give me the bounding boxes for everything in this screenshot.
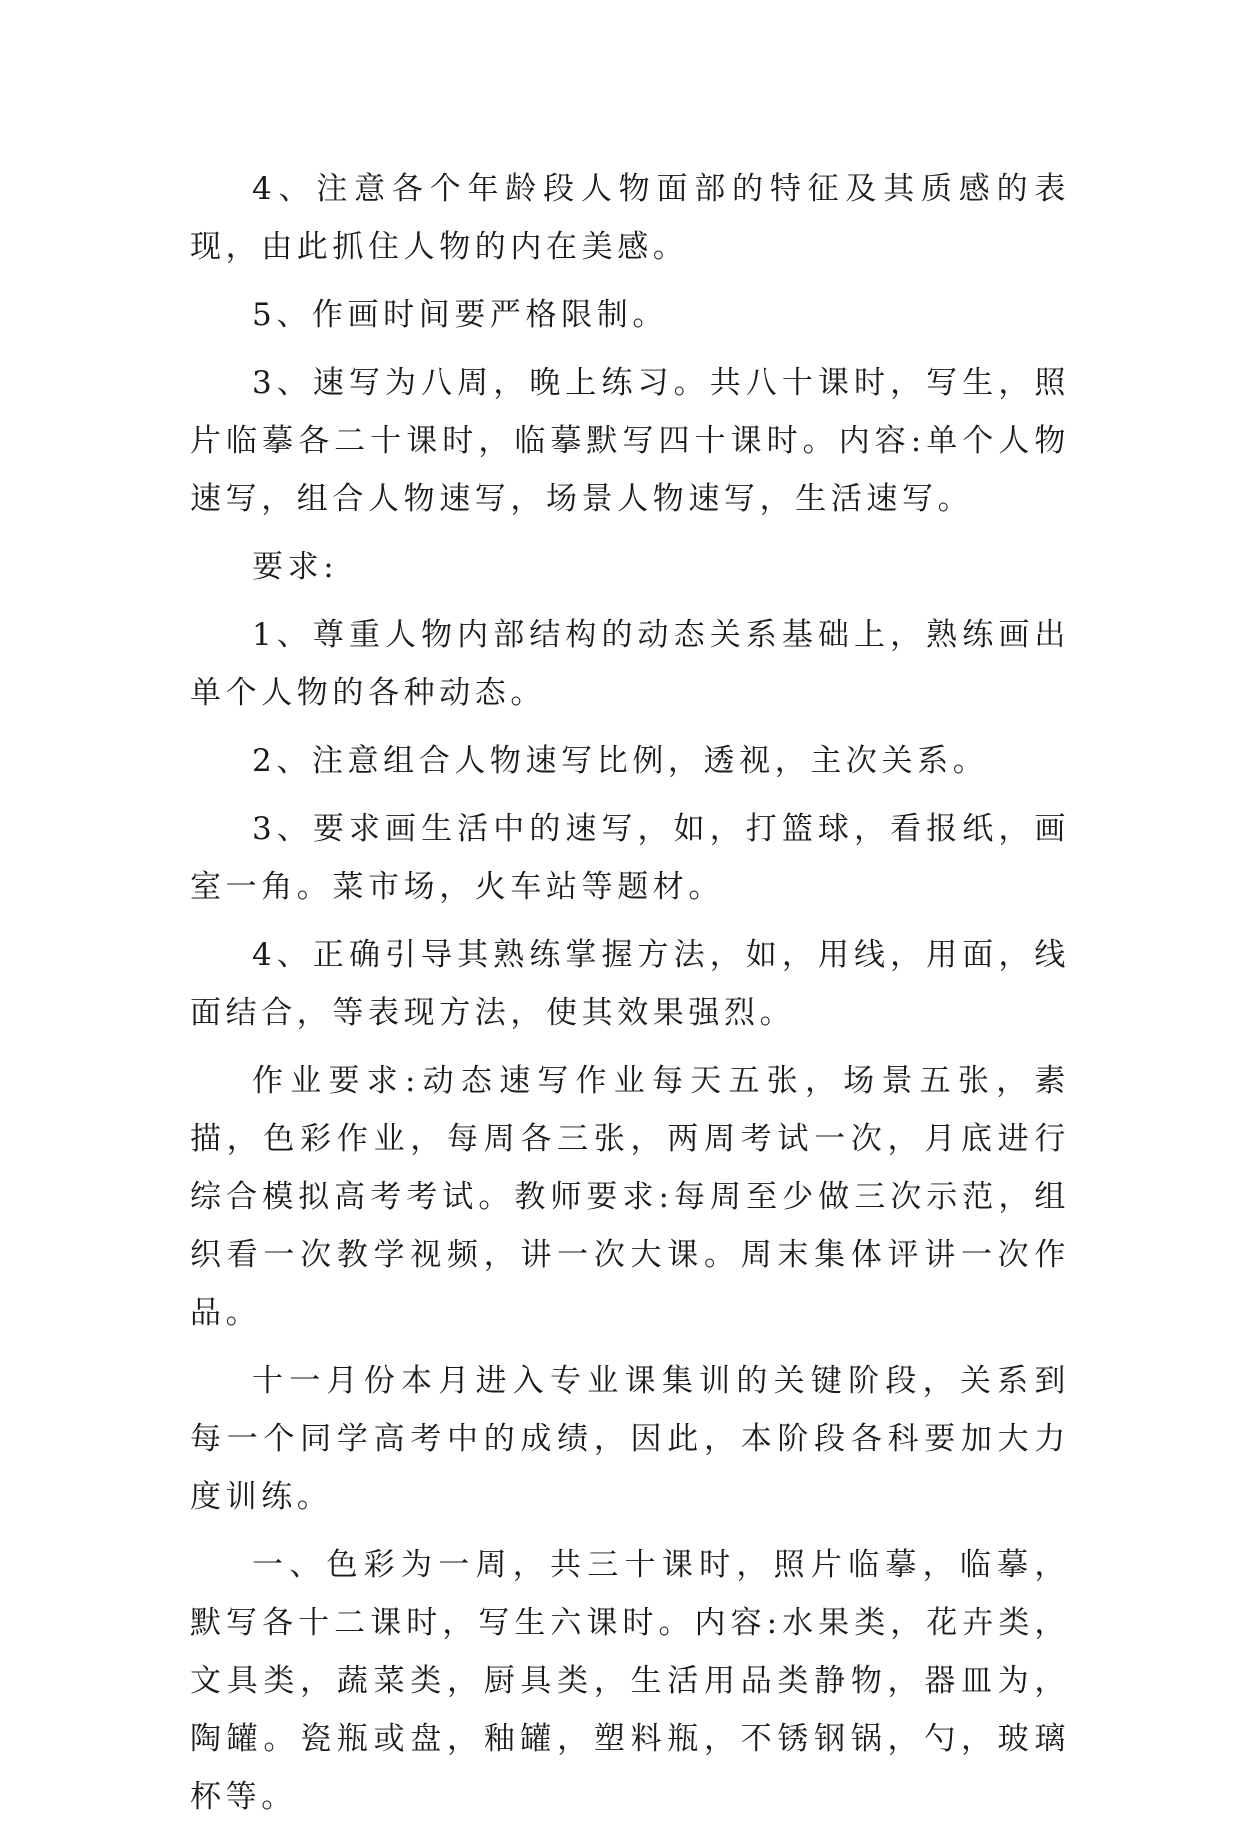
document-body xyxy=(190,160,1070,1836)
paragraph-item-4: 4、注意各个年龄段人物面部的特征及其质感的表现，由此抓住人物的内在美感。 xyxy=(190,171,1070,265)
paragraph-requirement-2: 2、注意组合人物速写比例，透视，主次关系。 xyxy=(252,743,989,779)
paragraph-color-schedule: 一、色彩为一周，共三十课时，照片临摹，临摹，默写各十二课时，写生六课时。内容:水果类，花卉类，文具类，蔬菜类，厨具类，生活用品类静物，器皿为，陶罐。瓷瓶或盘，釉罐，塑料瓶，不锈钢锅，勺，玻璃杯等。 xyxy=(190,1547,1070,1815)
paragraph-homework-requirements: 作业要求:动态速写作业每天五张，场景五张，素描，色彩作业，每周各三张，两周考试一次，月底进行综合模拟高考考试。教师要求:每周至少做三次示范，组织看一次教学视频，讲一次大课。周末集体评讲一次作品。 xyxy=(190,1063,1070,1331)
paragraph-requirement-4: 4、正确引导其熟练掌握方法，如，用线，用面，线面结合，等表现方法，使其效果强烈。 xyxy=(190,937,1070,1031)
paragraph-requirement-3: 3、要求画生活中的速写，如，打篮球，看报纸，画室一角。菜市场，火车站等题材。 xyxy=(190,811,1070,905)
paragraph-requirements-heading: 要求: xyxy=(252,549,339,585)
paragraph-november-plan: 十一月份本月进入专业课集训的关键阶段，关系到每一个同学高考中的成绩，因此，本阶段各科要加大力度训练。 xyxy=(190,1363,1070,1515)
paragraph-requirement-1: 1、尊重人物内部结构的动态关系基础上，熟练画出单个人物的各种动态。 xyxy=(190,617,1070,711)
paragraph-item-5: 5、作画时间要严格限制。 xyxy=(252,297,668,333)
paragraph-sketch-schedule: 3、速写为八周，晚上练习。共八十课时，写生，照片临摹各二十课时，临摹默写四十课时。内容:单个人物速写，组合人物速写，场景人物速写，生活速写。 xyxy=(190,365,1070,517)
